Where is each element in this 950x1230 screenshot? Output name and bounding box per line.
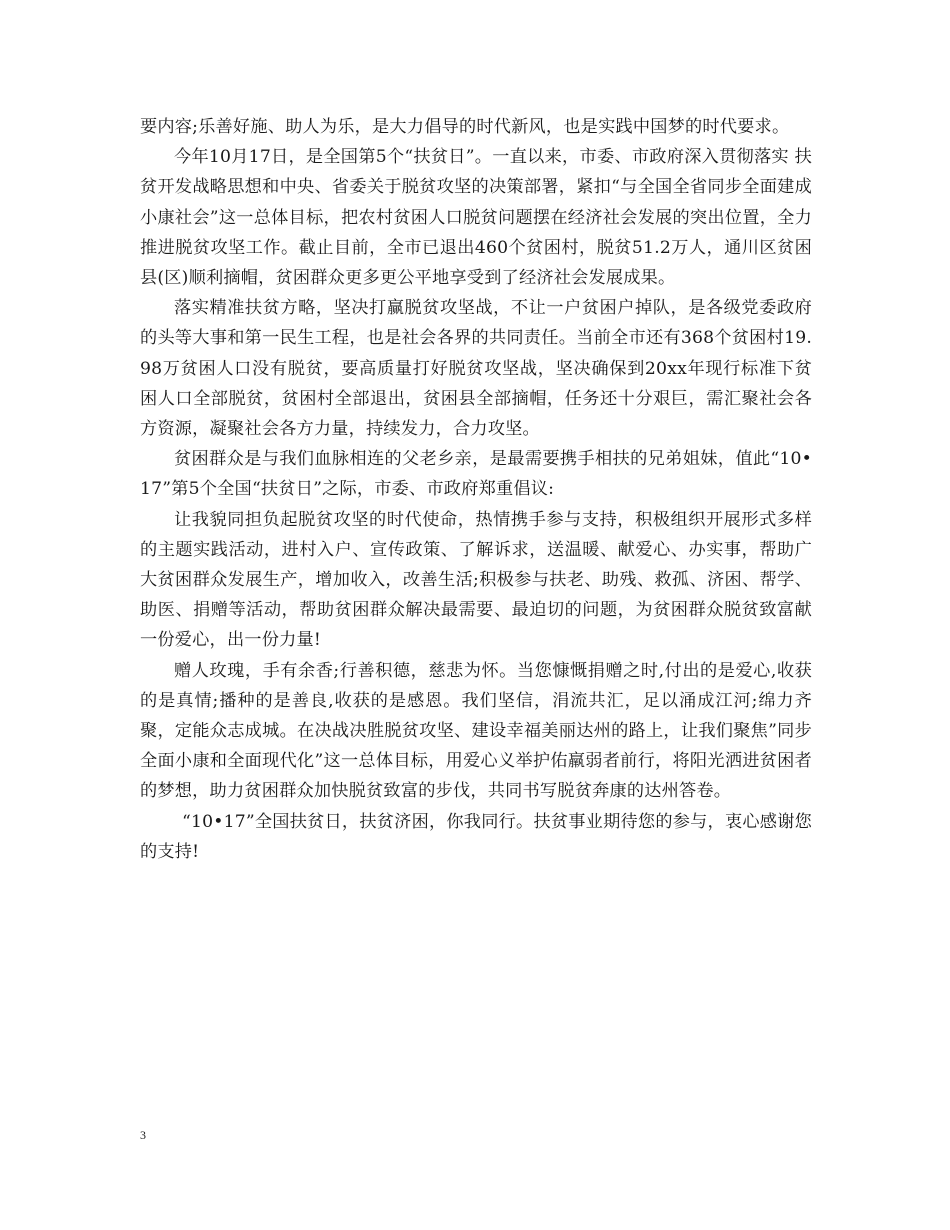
document-body [140, 112, 812, 867]
page-number: 3 [140, 1128, 146, 1142]
paragraph-closing-thanks: “10•17”全国扶贫日，扶贫济困，你我同行。扶贫事业期待您的参与，衷心感谢您的支持! [140, 811, 812, 862]
paragraph-roses: 赠人玫瑰，手有余香;行善积德，慈悲为怀。当您慷慨捐赠之时,付出的是爱心,收获的是真情;播种的是善良,收获的是感恩。我们坚信，涓流共汇，足以涌成江河;绵力齐聚，定能众志成城。在决战决胜脱贫攻坚、建设幸福美丽达州的路上，让我们聚焦”同步全面小康和全面现代化”这一总体目标，用爱心义举护佑羸弱者前行，将阳光洒进贫困者的梦想，助力贫困群众加快脱贫致富的步伐，共同书写脱贫奔康的达州答卷。 [140, 660, 812, 802]
paragraph-poverty-day: 今年10月17日，是全国第5个“扶贫日”。一直以来，市委、市政府深入贯彻落实 扶贫开发战略思想和中央、省委关于脱贫攻坚的决策部署，紧扣“与全国全省同步全面建成小康社会”这一总体目标，把农村贫困人口脱贫问题摆在经济社会发展的突出位置，全力推进脱贫攻坚工作。截止目前，全市已退出460个贫困村，脱贫51.2万人，通川区贫困县(区)顺利摘帽，贫困群众更多更公平地享受到了经济社会发展成果。 [140, 147, 812, 289]
paragraph-call-to-action: 让我貌同担负起脱贫攻坚的时代使命，热情携手参与支持，积极组织开展形式多样的主题实践活动，进村入户、宣传政策、了解诉求，送温暖、献爱心、办实事，帮助广大贫困群众发展生产，增加收入，改善生活;积极参与扶老、助残、救孤、济困、帮学、助医、捐赠等活动，帮助贫困群众解决最需要、最迫切的问题，为贫困群众脱贫致富献一份爱心，出一份力量! [140, 509, 812, 651]
paragraph-continuation: 要内容;乐善好施、助人为乐，是大力倡导的时代新风，也是实践中国梦的时代要求。 [140, 117, 790, 137]
paragraph-proposal-intro: 贫困群众是与我们血脉相连的父老乡亲，是最需要携手相扶的兄弟姐妹，值此“10•17”第5个全国“扶贫日”之际，市委、市政府郑重倡议: [140, 449, 812, 500]
paragraph-precise-poverty-alleviation: 落实精准扶贫方略，坚决打赢脱贫攻坚战，不让一户贫困户掉队，是各级党委政府的头等大事和第一民生工程，也是社会各界的共同责任。当前全市还有368个贫困村19.98万贫困人口没有脱贫，要高质量打好脱贫攻坚战，坚决确保到20xx年现行标准下贫困人口全部脱贫，贫困村全部退出，贫困县全部摘帽，任务还十分艰巨，需汇聚社会各方资源，凝聚社会各方力量，持续发力，合力攻坚。 [140, 298, 812, 440]
